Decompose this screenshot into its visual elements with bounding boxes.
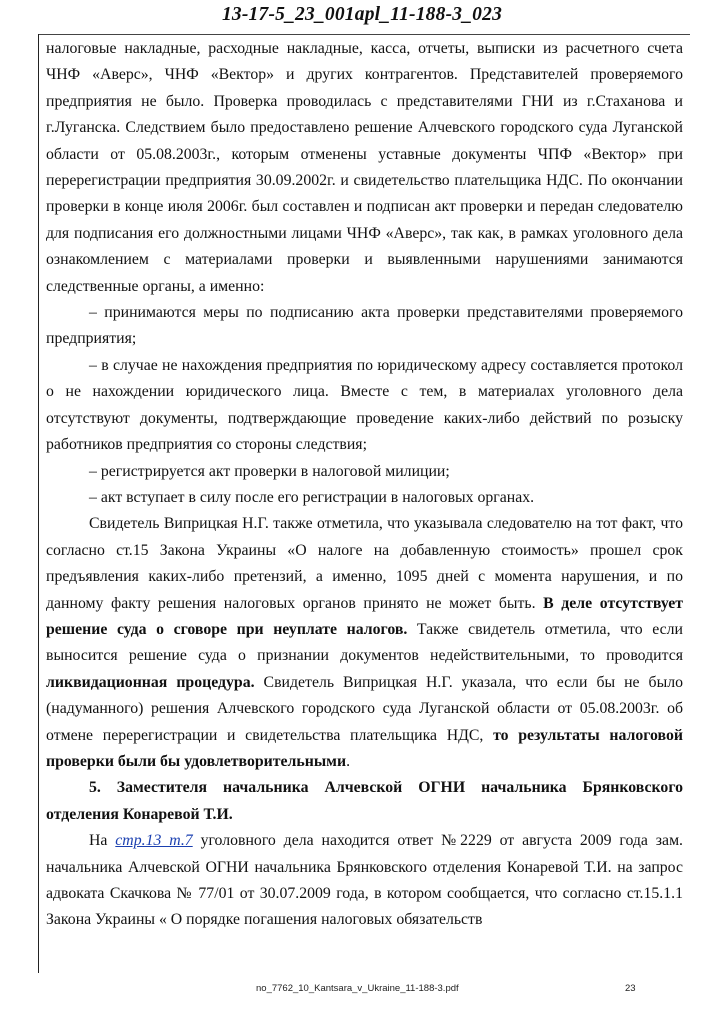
document-body <box>46 36 683 934</box>
paragraph-witness-testimony <box>46 511 683 775</box>
list-item-signing-measures: – принимаются меры по подписанию акта проверки представителями проверяемого предприятия; <box>46 304 683 348</box>
testimony-text-3: Свидетель Виприцкая Н.Г. указала, что если бы не было (надуманного) решения Алчевского городского суда Луганской области от 05.08.2003г. об отмене перерегистрации и свидетельства плательщика НДС, <box>46 673 683 744</box>
footer-filename: no_7762_10_Kantsara_v_Ukraine_11-188-3.pdf <box>256 983 459 994</box>
page-footer <box>0 983 724 999</box>
paragraph-case-reference <box>46 828 683 934</box>
paragraph-audit-description: налоговые накладные, расходные накладные, касса, отчеты, выписки из расчетного счета ЧНФ «Аверс», ЧНФ «Вектор» и других контрагентов. Представителей проверяемого предприятия не было. Проверка проводилась с представителями ГНИ из г.Стаханова и г.Луганска. Следствием было предоставлено решение Алчевского городского суда Луганской области от 05.08.2003г., которым отменены уставные документы ЧПФ «Вектор» при перерегистрации предприятия 30.09.2002г. и свидетельство плательщика НДС. По окончании проверки в конце июля 2006г. был составлен и подписан акт проверки и передан следователю для подписания его должностными лицами ЧНФ «Аверс», так как, в рамках уголовного дела ознакомлением с материалами проверки и выявленными нарушениями занимаются следственные органы, а именно: <box>46 40 683 295</box>
reference-text-start: На <box>89 832 108 850</box>
testimony-text-1: Свидетель Виприцкая Н.Г. также отметила, что указывала следователю на тот факт, что согласно ст.15 Закона Украины «О налоге на добавленную стоимость» прошел срок предъявления каких-либо претензий, а именно, 1095 дней с момента нарушения, и по данному факту решения налоговых органов принято не может быть. <box>46 515 683 612</box>
testimony-text-2: Также свидетель отметила, что если выносится решение суда о признании документов недействительными, то проводится <box>46 620 683 665</box>
case-page-link[interactable]: стр.13 т.7 <box>115 832 193 850</box>
list-item-act-in-force: – акт вступает в силу после его регистрации в налоговых органах. <box>89 488 535 506</box>
top-border-line <box>38 34 690 35</box>
footer-page-number: 23 <box>625 983 636 994</box>
section-heading-konareva <box>46 775 683 828</box>
list-item-registration: – регистрируется акт проверки в налоговой милиции; <box>89 462 450 480</box>
list-item-address-protocol: – в случае не нахождения предприятия по юридическому адресу составляется протокол о не нахождении юридического лица. Вместе с тем, в материалах уголовного дела отсутствуют документы, подтверждающие проведение каких-либо действий по розыску работников предприятия со стороны следствия; <box>46 356 683 454</box>
section-heading-text: 5. Заместителя начальника Алчевской ОГНИ начальника Брянковского отделения Конаревой Т.И. <box>46 779 683 823</box>
left-margin-line <box>38 34 39 973</box>
reference-text-rest: уголовного дела находится ответ №2229 от августа 2009 года зам. начальника Алчевской ОГНИ начальника Брянковского отделения Конаревой Т.И. на запрос адвоката Скачкова № 77/01 от 30.07.2009 года, в котором сообщается, что согласно ст.15.1.1 Закона Украины « О порядке погашения налоговых обязательств <box>46 832 684 929</box>
testimony-end-punct: . <box>346 752 351 770</box>
testimony-bold-results: то результаты налоговой проверки были бы удовлетворительными <box>46 726 683 770</box>
testimony-bold-no-court-decision: В деле отсутствует решение суда о сговоре при неуплате налогов. <box>46 594 684 638</box>
testimony-bold-liquidation: ликвидационная процедура. <box>46 673 255 691</box>
document-header-title: 13-17-5_23_001apl_11-188-3_023 <box>221 4 503 25</box>
